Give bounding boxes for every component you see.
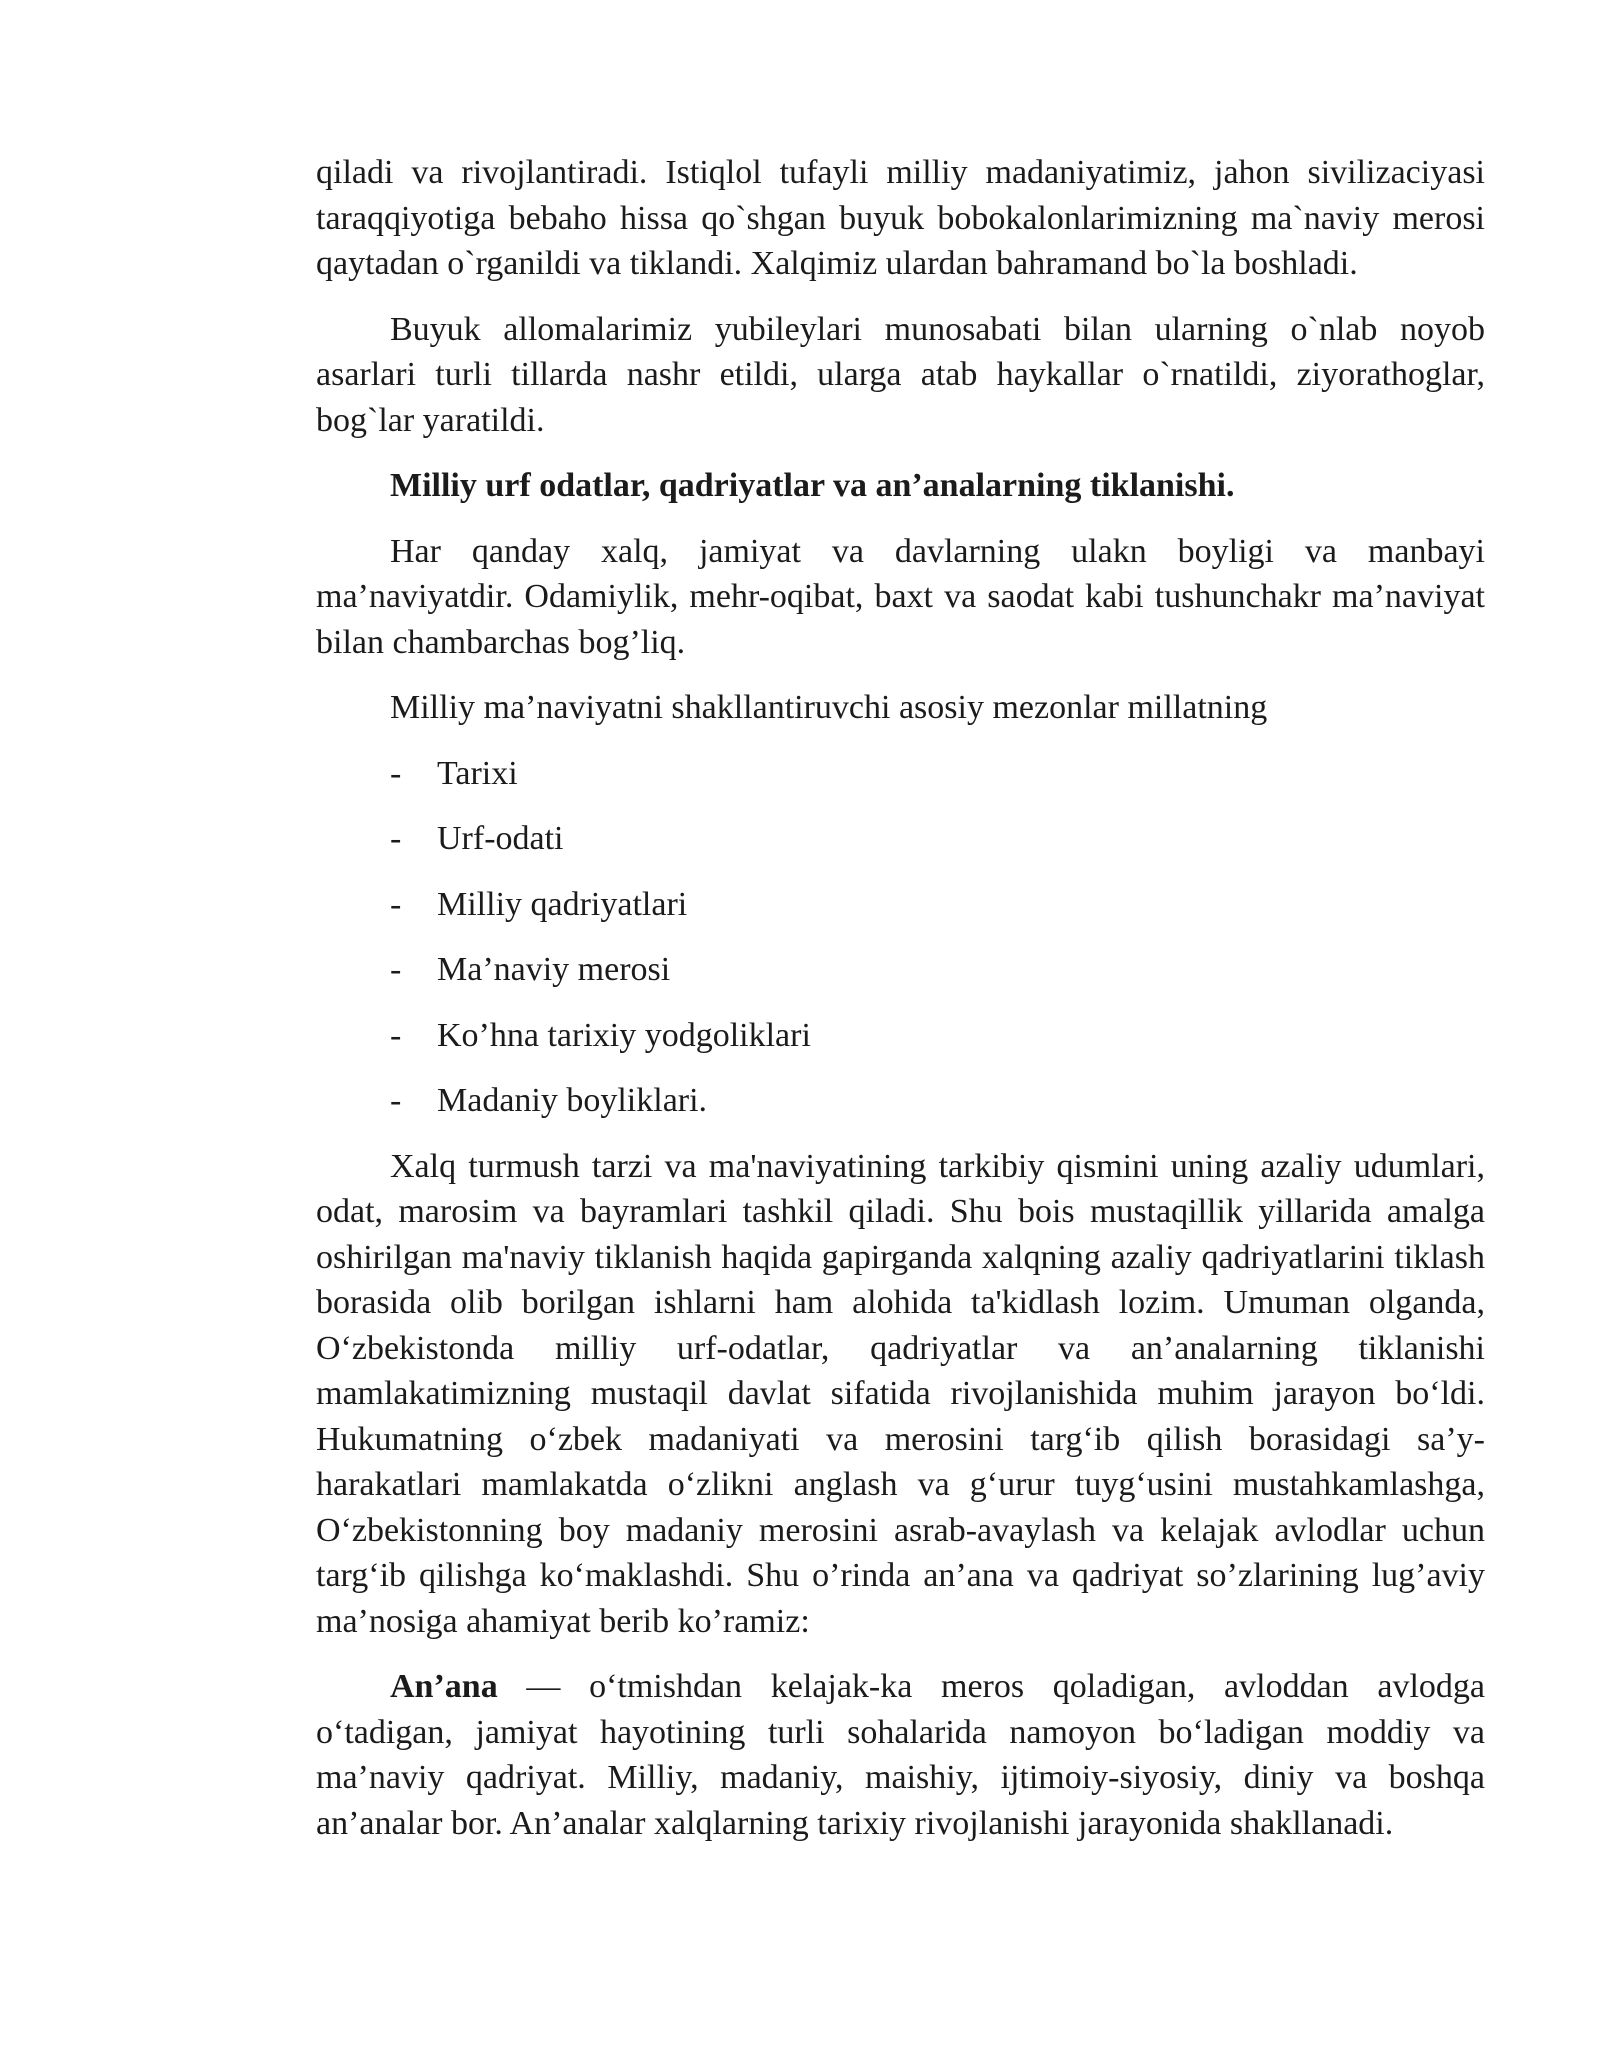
list-item [390,882,1485,928]
paragraph-spirituality: Har qanday xalq, jamiyat va davlarning ulakn boyligi va manbayi ma’naviyatdir. Odamiylik, mehr-oqibat, baxt va saodat kabi tushunchakr ma’naviyat bilan chambarchas bog’liq. [316,532,1485,661]
definition-text: — o‘tmishdan kelajak-ka meros qoladigan, avloddan avlodga o‘tadigan, jamiyat hayotining turli sohalarida namoyon bo‘ladigan moddiy va ma’naviy qadriyat. Milliy, madaniy, maishiy, ijtimoiy-siyosiy, diniy va boshqa an’analar bor. An’analar xalqlarning tarixiy rivojlanishi jarayonida shakllanadi. [316,1668,1485,1842]
list-item-text: Ko’hna tarixiy yodgoliklari [437,1016,811,1054]
paragraph-scholars: Buyuk allomalarimiz yubileylari munosabati bilan ularning o`nlab noyob asarlari turli tillarda nashr etildi, ularga atab haykallar o`rnatildi, ziyorathoglar, bog`lar yaratildi. [316,310,1485,439]
paragraph-anana-definition [316,1664,1485,1846]
list-item [390,1013,1485,1059]
list-item-text: Tarixi [437,754,518,792]
list-dash: - [390,885,402,923]
list-item-text: Ma’naviy merosi [437,951,671,988]
section-heading: Milliy urf odatlar, qadriyatlar va an’analarning tiklanishi. [390,467,1235,504]
term-anana: An’ana [390,1668,498,1705]
criteria-list [316,751,1485,1124]
list-item-text: Milliy qadriyatlari [437,885,688,923]
paragraph-traditions: Xalq turmush tarzi va ma'naviyatining tarkibiy qismini uning azaliy udumlari, odat, marosim va bayramlari tashkil qiladi. Shu bois mustaqillik yillarida amalga oshirilgan ma'naviy tiklanish haqida gapirganda xalqning azaliy qadriyatlarini tiklash borasida olib borilgan ishlarni ham alohida ta'kidlash lozim. Umuman olganda, O‘zbekistonda milliy urf-odatlar, qadriyatlar va an’analarning tiklanishi mamlakatimizning mustaqil davlat sifatida rivojlanishida muhim jarayon bo‘ldi. Hukumatning o‘zbek madaniyati va merosini targ‘ib qilish borasidagi sa’y-harakatlari mamlakatda o‘zlikni anglash va g‘urur tuyg‘usini mustahkamlashga, O‘zbekistonning boy madaniy merosini asrab-avaylash va kelajak avlodlar uchun targ‘ib qilishga ko‘maklashdi. Shu o’rinda an’ana va qadriyat so’zlarining lug’aviy ma’nosiga ahamiyat berib ko’ramiz: [316,1147,1485,1640]
list-dash: - [390,1016,402,1054]
paragraph-criteria-lead: Milliy ma’naviyatni shakllantiruvchi asosiy mezonlar millatning [390,689,1268,726]
list-item-text: Madaniy boyliklari. [437,1082,708,1119]
list-item [390,751,1485,797]
list-dash: - [390,754,402,792]
list-item [390,947,1485,993]
paragraph-intro: qiladi va rivojlantiradi. Istiqlol tufayli milliy madaniyatimiz, jahon sivilizaciyasi taraqqiyotiga bebaho hissa qo`shgan buyuk bobokalonlarimizning ma`naviy merosi qaytadan o`rganildi va tiklandi. Xalqimiz ulardan bahramand bo`la boshladi. [316,154,1485,282]
list-dash: - [390,820,402,857]
list-dash: - [390,1082,402,1119]
list-dash: - [390,951,402,988]
list-item [390,1078,1485,1124]
list-item-text: Urf-odati [437,820,564,857]
list-item [390,816,1485,862]
